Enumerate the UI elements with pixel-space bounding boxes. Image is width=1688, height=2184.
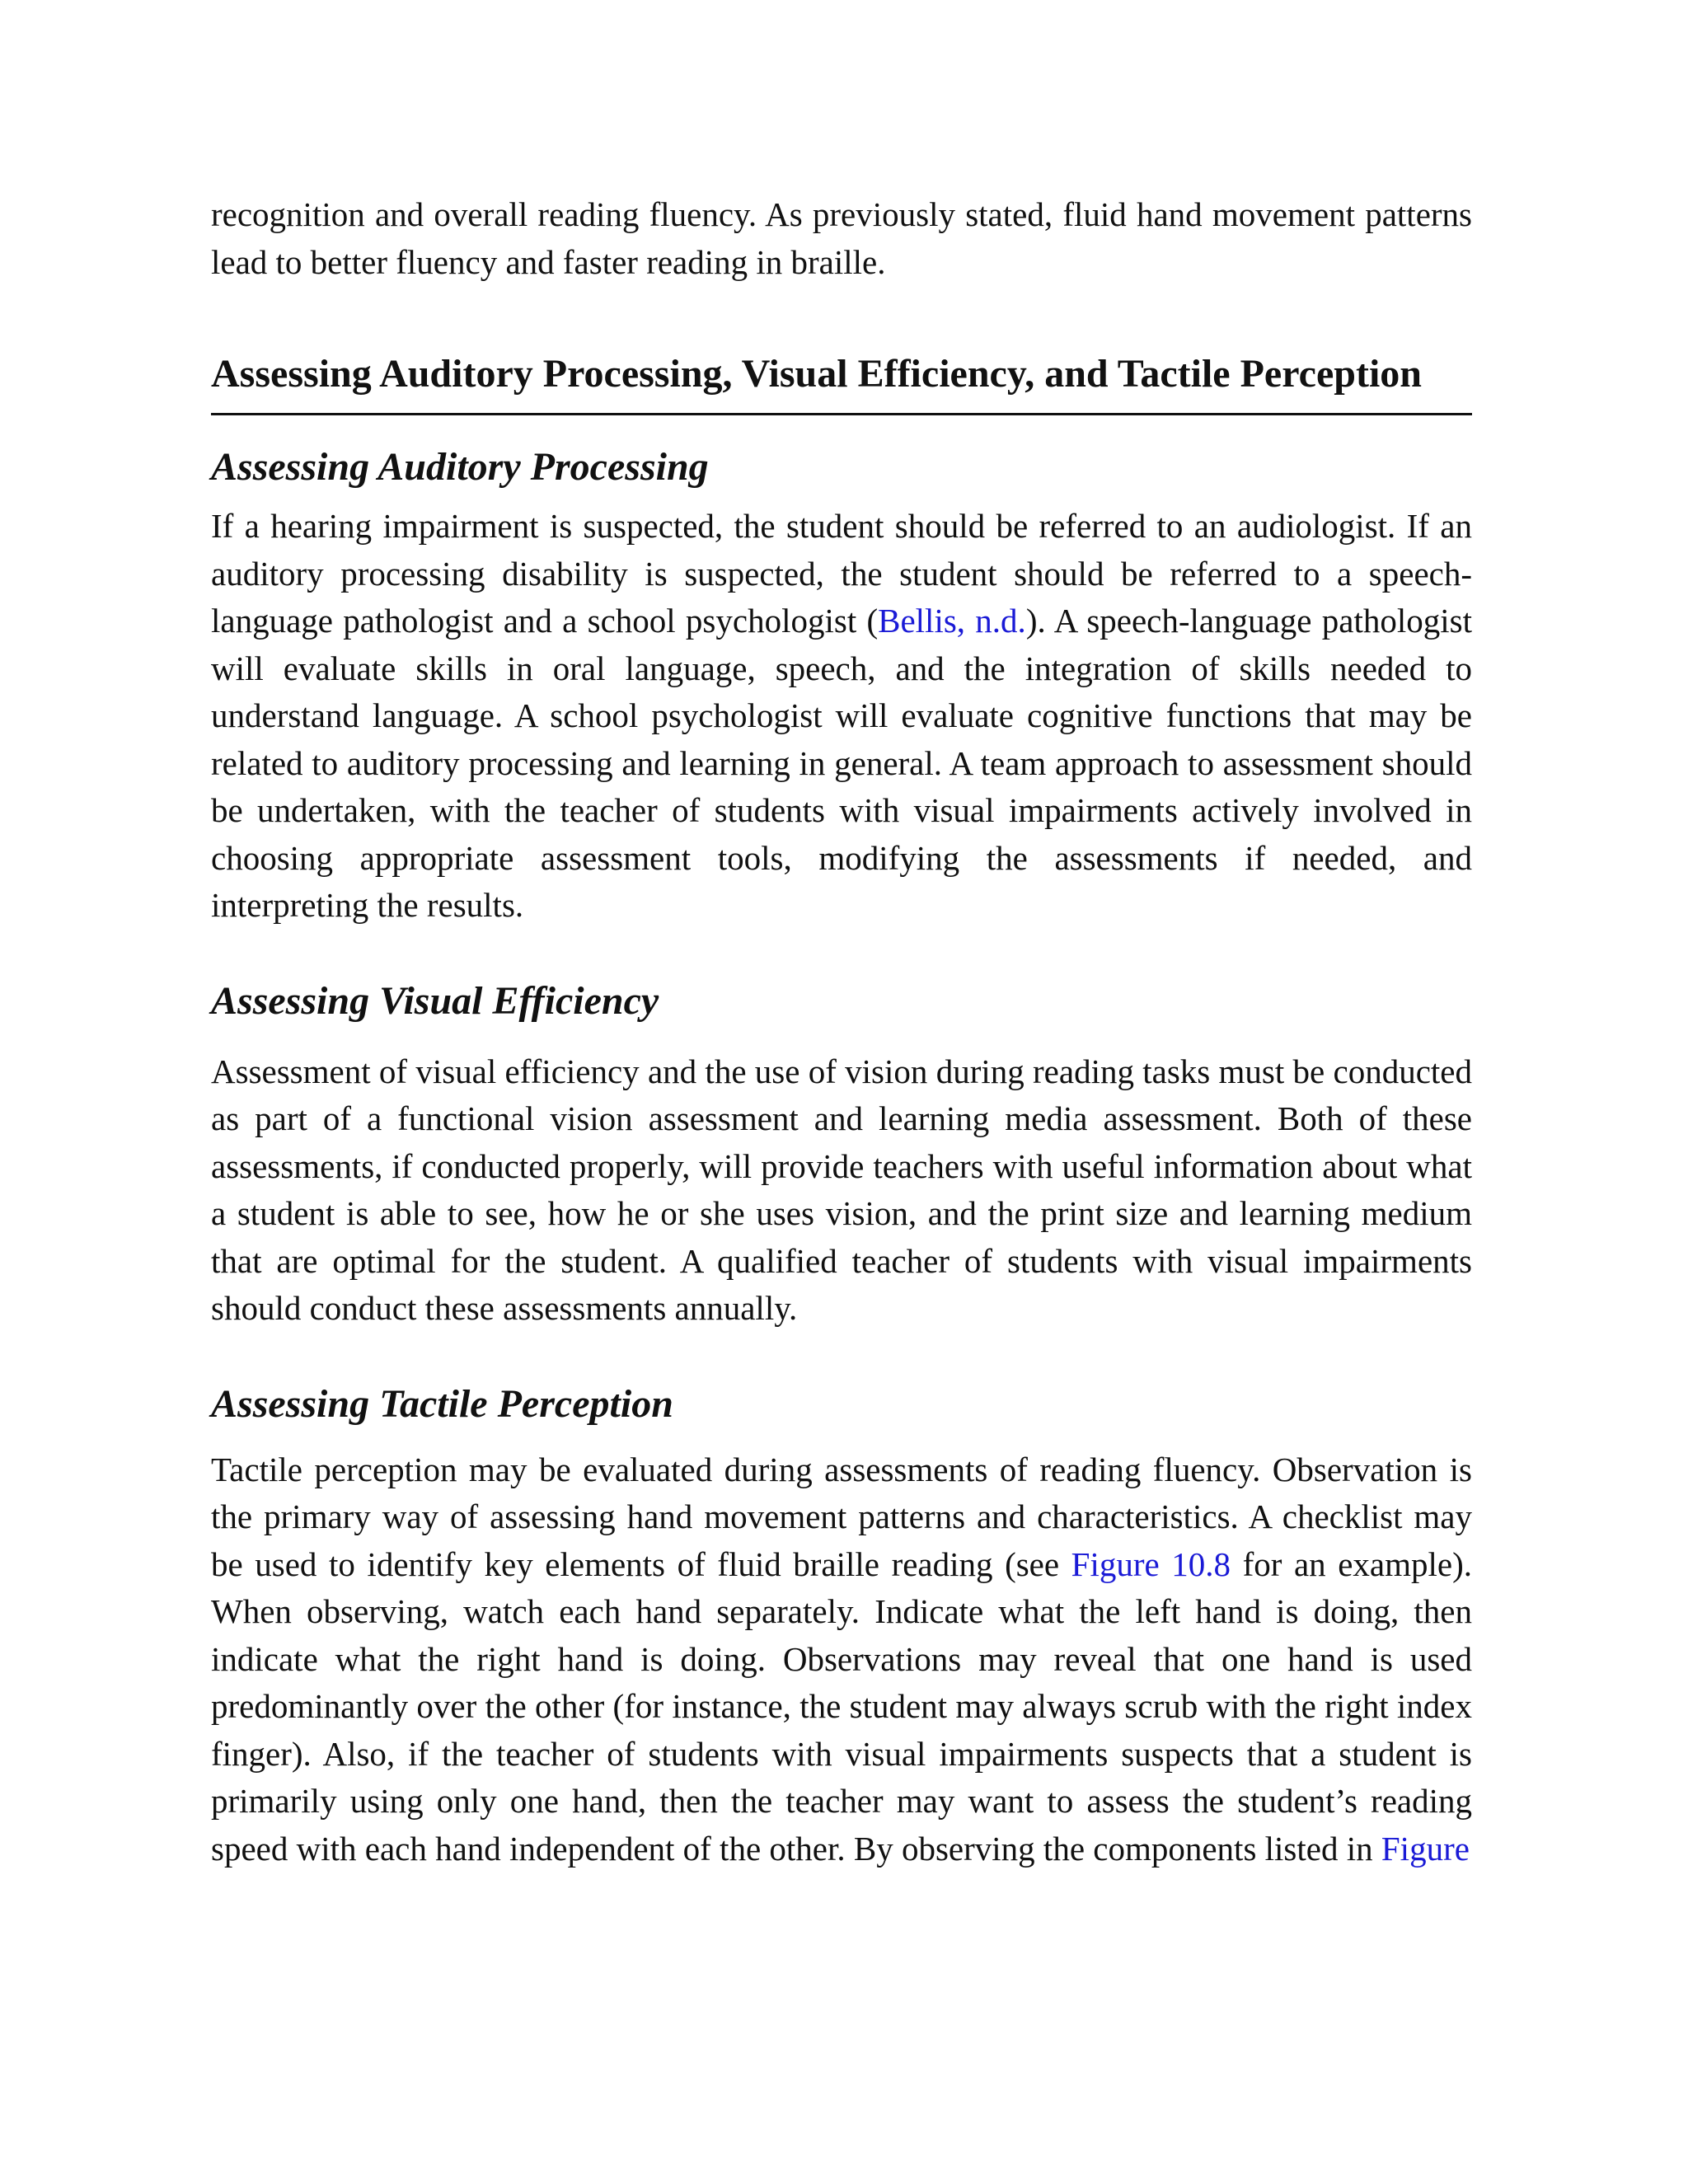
visual-heading: Assessing Visual Efficiency <box>211 978 659 1023</box>
figure-link[interactable]: Figure <box>1381 1829 1470 1868</box>
document-page <box>211 191 1472 1872</box>
figure-10-8-link[interactable]: Figure 10.8 <box>1071 1544 1231 1583</box>
bellis-citation-link[interactable]: Bellis, n.d. <box>878 602 1026 640</box>
auditory-text-1: If a hearing impairment is suspected, the student should be referred to an audiologist. If an auditory processing disability is suspected, the student should be referred to a speech-language pathologist and a school psychologist ( <box>211 507 1472 640</box>
tactile-text-1: Tactile perception may be evaluated during assessments of reading fluency. Observation is the primary way of assessing hand movement patterns and characteristics. A checklist may be used to identify key elements of fluid braille reading (see <box>211 1450 1472 1583</box>
auditory-text-2: ). A speech-language pathologist will evaluate skills in oral language, speech, and the integration of skills needed to understand language. A school psychologist will evaluate cognitive functions that may be related to auditory processing and learning in general. A team approach to assessment should be undertaken, with the teacher of students with visual impairments actively involved in choosing appropriate assessment tools, modifying the assessments if needed, and interpreting the results. <box>211 602 1472 924</box>
tactile-heading: Assessing Tactile Perception <box>211 1381 673 1426</box>
tactile-paragraph <box>211 1446 1472 1873</box>
tactile-text-2: for an example). When observing, watch each hand separately. Indicate what the left hand is doing, then indicate what the right hand is doing. Observations may reveal that one hand is used predominantly over the other (for instance, the student may always scrub with the right index finger). Also, if the teacher of students with visual impairments suspects that a student is primarily using only one hand, then the teacher may want to assess the student’s reading speed with each hand independent of the other. By observing the components listed in <box>211 1544 1472 1868</box>
visual-paragraph: Assessment of visual efficiency and the use of vision during reading tasks must be conducted as part of a functional vision assessment and learning media assessment. Both of these assessments, if conducted properly, will provide teachers with useful information about what a student is able to see, how he or she uses vision, and the print size and learning medium that are optimal for the student. A qualified teacher of students with visual impairments should conduct these assessments annually. <box>211 1052 1472 1327</box>
section-title: Assessing Auditory Processing, Visual Efficiency, and Tactile Perception <box>211 350 1472 415</box>
auditory-heading: Assessing Auditory Processing <box>211 445 709 489</box>
auditory-paragraph <box>211 503 1472 930</box>
intro-paragraph: recognition and overall reading fluency. As previously stated, fluid hand movement patterns lead to better fluency and faster reading in braille. <box>211 195 1472 281</box>
